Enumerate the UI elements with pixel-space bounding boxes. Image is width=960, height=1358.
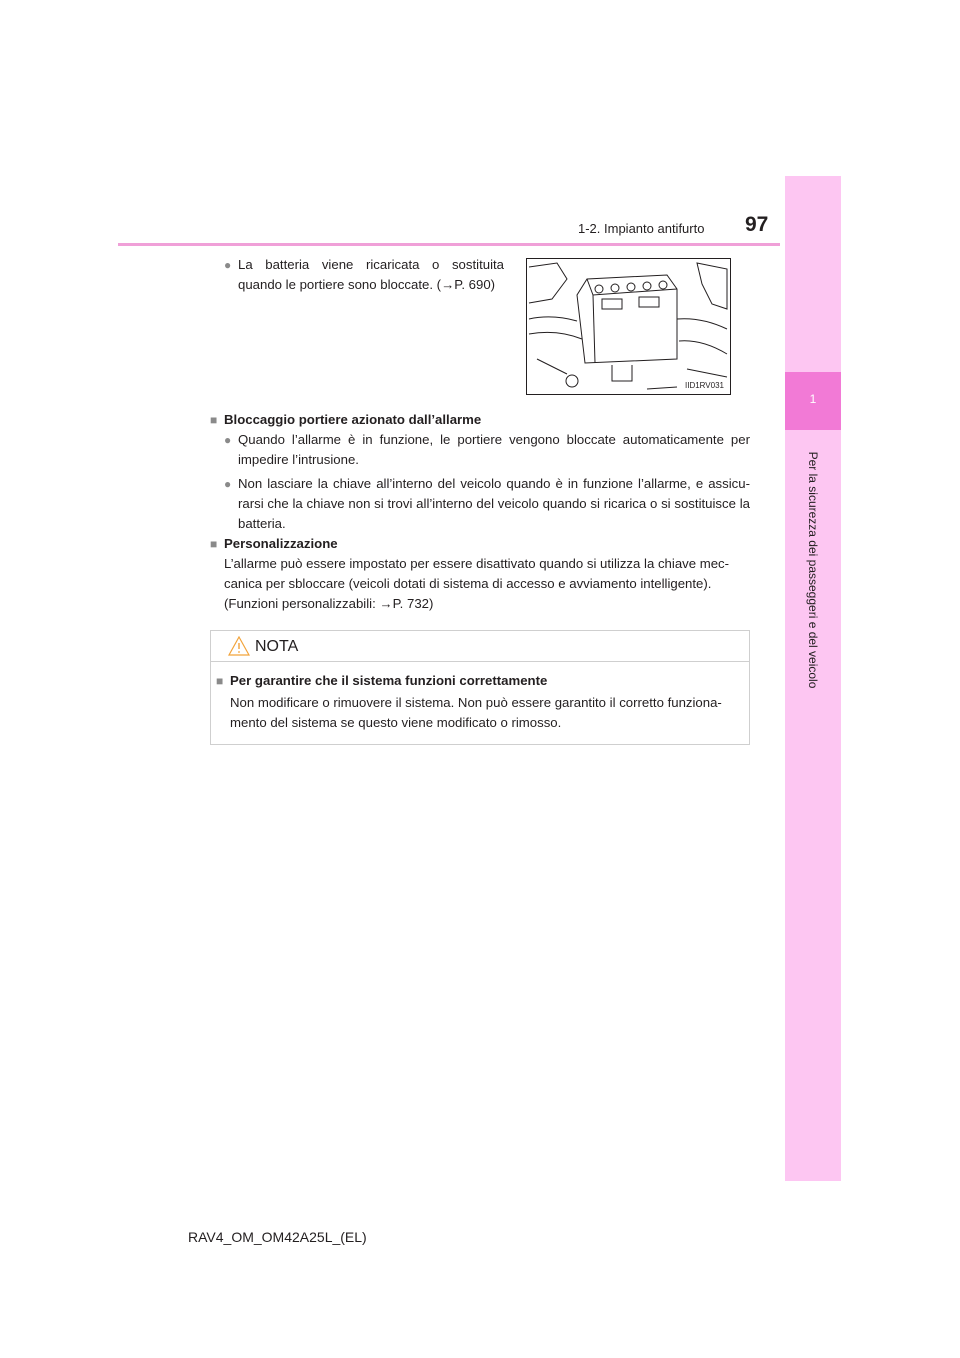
document-code: RAV4_OM_OM42A25L_(EL) [188,1229,367,1245]
note-heading [216,671,746,691]
customization-paragraph: L’allarme può essere impostato per essere disattivato quando si utilizza la chiave mec-canica per sbloccare (veicoli dotati di sistema di accesso e avviamento intelligente). (Funzioni personalizzabili: →P. 732) [224,556,730,611]
battery-illustration [526,258,731,395]
intro-bullet [224,255,504,295]
section-heading-customization [210,534,750,554]
note-box [210,630,750,745]
bullet-alarm-lock [224,430,750,470]
section-heading-text: Personalizzazione [224,536,338,551]
chapter-number: 1 [809,392,817,406]
bullet-dot-icon: ● [224,258,232,272]
square-bullet-icon: ■ [210,413,218,427]
bullet-key-warning [224,474,750,534]
square-bullet-icon: ■ [210,537,218,551]
square-bullet-icon: ■ [216,674,224,688]
header-rule [118,243,780,246]
figure-code: IID1RV031 [685,381,724,390]
intro-bullet-text: La batteria viene ricaricata o sostituita quando le portiere sono bloccate. (→P. 690) [238,257,504,292]
bullet-text: Quando l’allarme è in funzione, le portiere vengono bloccate automaticamente per impedire l’intrusione. [238,432,750,467]
chapter-label-container [785,430,841,750]
note-title: NOTA [255,638,299,655]
note-text: Non modificare o rimuovere il sistema. Non può essere garantito il corretto funziona-mento del sistema se questo viene modificato o rimosso. [230,695,722,730]
note-heading-text: Per garantire che il sistema funzioni correttamente [230,673,548,688]
chapter-label: Per la sicurezza dei passeggeri e del veicolo [806,451,820,689]
bullet-dot-icon: ● [224,433,232,447]
section-heading-door-lock [210,410,750,430]
warning-triangle-icon [228,636,250,656]
bullet-text: Non lasciare la chiave all’interno del veicolo quando è in funzione l’allarme, e assicu-rarsi che la chiave non si trovi all’interno del veicolo quando si ricarica o si sostituisce la batteria. [238,476,750,531]
bullet-dot-icon: ● [224,477,232,491]
page-number: 97 [745,213,769,236]
note-header [211,631,749,662]
section-title: 1-2. Impianto antifurto [578,221,705,236]
section-heading-text: Bloccaggio portiere azionato dall’allarme [224,412,482,427]
battery-drawing [527,259,730,394]
